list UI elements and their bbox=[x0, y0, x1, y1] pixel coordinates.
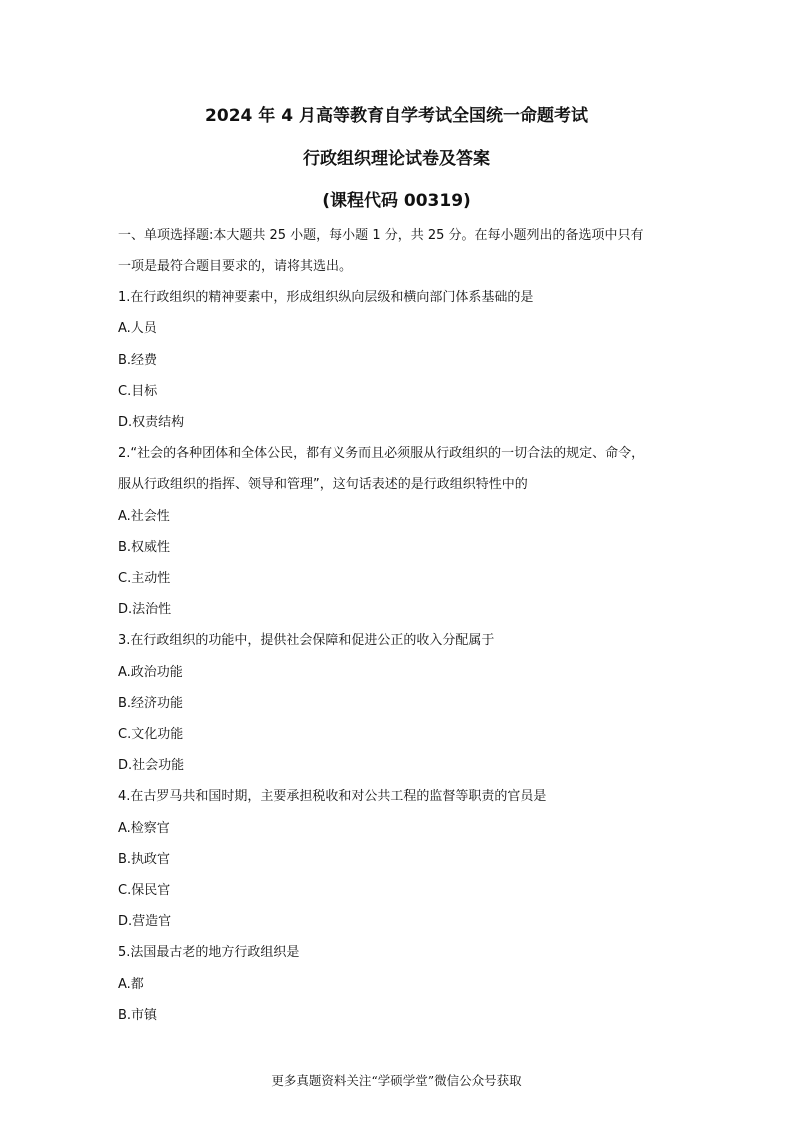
question-5-stem: 5.法国最古老的地方行政组织是 bbox=[118, 945, 300, 960]
question-1-stem: 1.在行政组织的精神要素中，形成组织纵向层级和横向部门体系基础的是 bbox=[118, 290, 534, 305]
question-4-stem: 4.在古罗马共和国时期，主要承担税收和对公共工程的监督等职责的官员是 bbox=[118, 789, 547, 804]
question-1-option-d: D.权责结构 bbox=[118, 415, 185, 430]
question-4-option-d: D.营造官 bbox=[118, 914, 172, 929]
question-4-option-b: B.执政官 bbox=[118, 852, 171, 867]
exam-title: 2024 年 4 月高等教育自学考试全国统一命题考试 bbox=[205, 106, 588, 126]
question-5-option-b: B.市镇 bbox=[118, 1008, 158, 1023]
footer-note: 更多真题资料关注“学硕学堂”微信公众号获取 bbox=[271, 1073, 522, 1088]
course-code: (课程代码 00319) bbox=[322, 191, 471, 211]
section-instruction-continued: 一项是最符合题目要求的，请将其选出。 bbox=[118, 259, 353, 274]
question-3-stem: 3.在行政组织的功能中，提供社会保障和促进公正的收入分配属于 bbox=[118, 633, 495, 648]
exam-subtitle: 行政组织理论试卷及答案 bbox=[303, 149, 490, 169]
question-5-option-a: A.都 bbox=[118, 977, 144, 992]
question-2-option-a: A.社会性 bbox=[118, 509, 170, 524]
question-3-option-b: B.经济功能 bbox=[118, 696, 184, 711]
question-3-option-d: D.社会功能 bbox=[118, 758, 185, 773]
question-2-option-c: C.主动性 bbox=[118, 571, 171, 586]
question-2-stem-continued: 服从行政组织的指挥、领导和管理”，这句话表述的是行政组织特性中的 bbox=[118, 477, 528, 492]
question-3-option-c: C.文化功能 bbox=[118, 727, 184, 742]
question-2-option-d: D.法治性 bbox=[118, 602, 172, 617]
question-1-option-b: B.经费 bbox=[118, 353, 158, 368]
question-2-option-b: B.权威性 bbox=[118, 540, 171, 555]
question-3-option-a: A.政治功能 bbox=[118, 665, 183, 680]
question-4-option-a: A.检察官 bbox=[118, 821, 170, 836]
question-1-option-c: C.目标 bbox=[118, 384, 158, 399]
section-instruction: 一、单项选择题:本大题共 25 小题，每小题 1 分，共 25 分。在每小题列出的备选项中只有 bbox=[118, 228, 644, 243]
question-4-option-c: C.保民官 bbox=[118, 883, 171, 898]
question-2-stem: 2.“社会的各种团体和全体公民，都有义务而且必须服从行政组织的一切合法的规定、命令， bbox=[118, 446, 645, 461]
question-1-option-a: A.人员 bbox=[118, 321, 157, 336]
